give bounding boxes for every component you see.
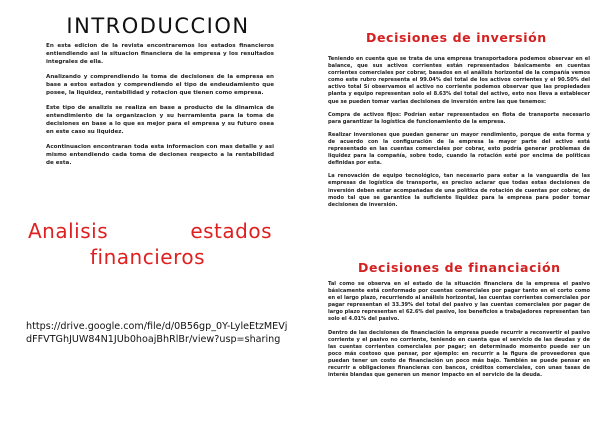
financiacion-paragraph: Dentro de las decisiones de financiación la empresa puede recurrir a reconvertir el pasivo corriente y el pasivo no corriente, teniendo en cuenta que el servicio de las deudas y de las cuentas corrientes comerciales por pagar; en determinado momento puede ser un poco más costoso que pensar, por ejemplo: en recurrir a la figura de proveedores que puedan tener un costo de financiación un poco más bajo. También se puede pensar en recurrir a obligaciones financieras con bancos, créditos comerciales, con unas tasas de interés blandas que generen un menor impacto en el servicio de la deuda. — [328, 329, 590, 379]
analysis-title-word: estados — [190, 219, 272, 243]
intro-paragraph: Este tipo de analizis se realiza en base a producto de la dinamica de entendimiento de la organizacion y su herramienta para la toma de decisiones en base a lo que es mejor para el empresa y su futuro osea en este caso su liquidez. — [46, 105, 274, 135]
analysis-title-line2: financieros — [90, 245, 206, 269]
intro-paragraph: Analizando y comprendiendo la toma de decisiones de la empresa en base a estos estados y comprendiendo el tipo de endeudamiento que posee, la liquidez, rentabilidad y rotacion que tienen como empresa. — [46, 74, 274, 96]
analysis-title-word: Analisis — [28, 219, 109, 243]
inversion-paragraph: La renovación de equipo tecnológico, tan necesario para estar a la vanguardia de las empresas de logística de transporte, es preciso aclarar que todas estas decisiones de inversión deben estar acompañadas de una política de rotación de cuentas por cobrar, de modo tal que se garantice la suficiente liquidez para la empresa para poder tomar decisiones de inversión. — [328, 173, 590, 208]
inversion-body — [328, 56, 590, 215]
analysis-title-line1 — [28, 218, 272, 244]
intro-title: INTRODUCCION — [66, 14, 250, 38]
intro-paragraph: Acontinuacion encontraran toda esta informacion con mas detalle y asi mismo entendiendo cada toma de deciones respecto a la rentabilidad de esta. — [46, 144, 274, 166]
inversion-title: Decisiones de inversión — [366, 30, 547, 45]
right-page — [300, 0, 600, 424]
financiacion-title: Decisiones de financiación — [358, 260, 561, 275]
drive-link[interactable]: https://drive.google.com/file/d/0B56gp_0Y-LyleEtzMEVjdFFVTGhJUW84N1JUb0hoajBhRlBr/view?usp=sharing — [26, 321, 288, 345]
intro-paragraph: En esta edicion de la revista encontraremos los estados financieros entiendiendo asi la situacion financiera de la empresa y los resultados integrales de ella. — [46, 43, 274, 65]
financiacion-body — [328, 281, 590, 385]
analysis-title — [28, 218, 272, 270]
intro-body — [46, 42, 274, 174]
financiacion-paragraph: Tal como se observa en el estado de la situación financiera de la empresa el pasivo básicamente está conformado por cuentas comerciales por pagar tanto en el corto como en el largo plazo, recurriendo al análisis horizontal, las cuentas corrientes comerciales por pagar representan el 33.39% del total del pasivo y las cuentas comerciales por pagar de largo plazo representan el 62.6% del pasivo, los beneficios a trabajadores representan tan solo el 4.01% del pasivo. — [328, 281, 590, 323]
inversion-paragraph: Teniendo en cuenta que se trata de una empresa transportadora podemos observar en el balance, que sus activos corrientes están representados básicamente en cuentas corrientes comerciales por cobrar, basados en el análisis horizontal de la compañía vemos como este rubro representa el 99.04% del total de los activos corrientes y el 90.50% del activo total Sí observamos el activo no corriente podemos observar que las propiedades planta y equipo representan solo el 8.63% del total del activo, esto nos lleva a establecer que se pueden tomar varias decisiones de inversión entre las que tenemos: — [328, 56, 590, 105]
inversion-paragraph: Compra de activos fijos: Podrían estar representados en flota de transporte necesario para garantizar la logística de funcionamiento de la empresa. — [328, 111, 590, 125]
inversion-paragraph: Realizar inversiones que puedan generar un mayor rendimiento, porque de esta forma y de acuerdo con la configuración de la empresa la mayor parte del activo está representado en las cuentas comerciales por cobrar, esto podría generar problemas de liquidez para la compañía, sobre todo, cuando la rotación esté por encima de políticas definidas por esta. — [328, 131, 590, 167]
